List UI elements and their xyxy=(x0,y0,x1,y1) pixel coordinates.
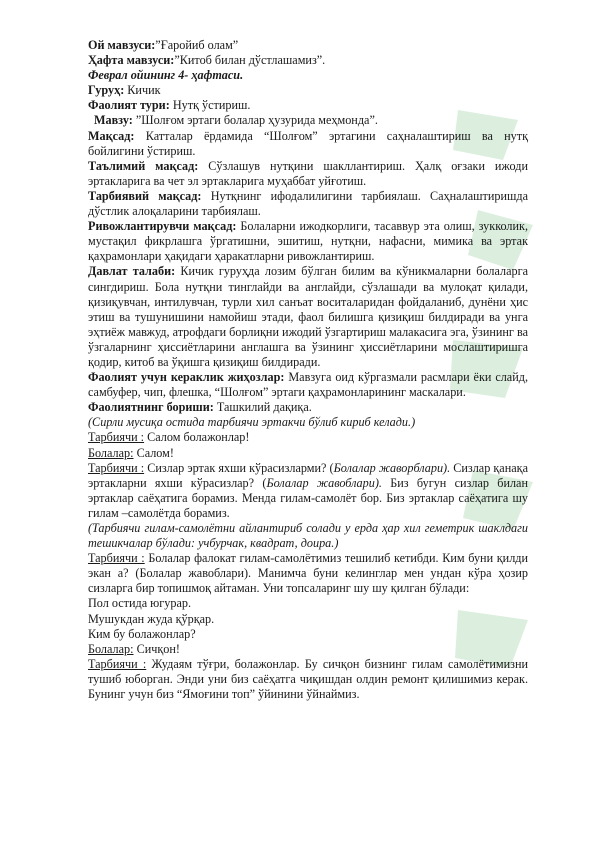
stage-direction-2: (Тарбиячи гилам-самолётни айлантириб солади у ерда ҳар хил геметрик шаклдаги тешикчалар бўлади: учбурчак, квадрат, доира.) xyxy=(88,521,528,551)
goal-paragraph xyxy=(88,129,528,159)
dialogue-aside: Болалар жаворблари). xyxy=(333,460,451,475)
goal-label: Мақсад: xyxy=(88,128,135,143)
dialogue-text: Салом! xyxy=(133,445,174,460)
dialogue-aside: Болалар жавоблари). xyxy=(266,475,382,490)
dialogue-text: Жудаям тўғри, болажонлар. Бу сичқон бизнинг гилам самолётимизни тушиб юборган. Энди уни биз саёҳатга чиқишдан олдин ремонт қилишимиз керак. Бунинг учун биз “Ямоғини топ” ўйинини ўйнаймиз. xyxy=(88,656,528,702)
group-value: Кичик xyxy=(124,83,161,98)
state-req-label: Давлат талаби: xyxy=(88,264,176,279)
dialogue-3 xyxy=(88,461,528,521)
group-label: Гуруҳ: xyxy=(88,83,125,98)
subject-label: Мавзу: xyxy=(94,113,133,128)
week-topic-line xyxy=(88,53,528,68)
speaker-teacher: Тарбиячи : xyxy=(88,460,145,475)
activity-type-label: Фаолият тури: xyxy=(88,98,170,113)
subject-value: ”Шолғом эртаги болалар ҳузурида меҳмонда”. xyxy=(132,113,378,128)
dialogue-text: Сизлар эртак яхши кўрасизларми? ( xyxy=(144,460,334,475)
lesson-plan-document xyxy=(88,38,528,702)
riddle-line: Мушукдан жуда қўрқар. xyxy=(88,611,215,626)
state-req-paragraph xyxy=(88,264,528,370)
speaker-teacher: Тарбиячи : xyxy=(88,656,147,671)
week-topic-label: Ҳафта мавзуси: xyxy=(88,53,175,68)
upbring-goal-value: Нутқнинг ифодалилигини тарбиялаш. Саҳналаштиришда дўстлик алоқаларини тарбиялаш. xyxy=(88,188,528,219)
upbring-goal-label: Тарбиявий мақсад: xyxy=(88,188,202,203)
goal-value: Катталар ёрдамида “Шолғом” эртагини саҳналаштириш ва нутқ бойлигини ўстириш. xyxy=(88,128,528,158)
activity-type-value: Нутқ ўстириш. xyxy=(169,98,251,113)
dialogue-text: Биз бугун сизлар билан эртаклар саёҳатига борамиз. Менда гилам-самолёт бор. Биз эртаклар саёҳатига шу гилам –самолётда борамиз. xyxy=(88,475,528,520)
dev-goal-value: Болаларни ижодкорлиги, тасаввур эта олиш, зукколик, мустақил фикрлашга ўргатишни, эшитиш, нутқни, нафасни, мимика ва эртак қаҳрамонлари ҳақидаги ҳаракатларни ривожлантириш. xyxy=(88,219,528,264)
riddle-line: Пол остида югурар. xyxy=(88,596,192,611)
edu-goal-value: Сўзлашув нутқини шакллантириш. Ҳалқ оғзаки ижоди эртакларига ва чет эл эртакларига муҳаббат уйғотиш. xyxy=(88,158,528,188)
group-line xyxy=(88,83,528,98)
week-topic-value: ”Китоб билан дўстлашамиз”. xyxy=(174,53,326,68)
dialogue-1 xyxy=(88,430,528,445)
dialogue-4 xyxy=(88,551,528,596)
equipment-label: Фаолият учун кераклик жиҳозлар: xyxy=(88,370,285,385)
topic-label: Ой мавзуси: xyxy=(88,38,156,52)
subject-line xyxy=(88,113,528,128)
speaker-children: Болалар: xyxy=(88,641,134,656)
topic-value: ”Ғаройиб олам” xyxy=(155,38,239,52)
edu-goal-paragraph xyxy=(88,159,528,189)
dialogue-6 xyxy=(88,657,528,702)
speaker-teacher: Тарбиячи : xyxy=(88,430,145,445)
dialogue-2 xyxy=(88,446,528,461)
dialogue-text: Сизлар қанақа эртакларни яхши кўрасизлар? ( xyxy=(88,460,528,490)
dialogue-text: Салом болажонлар! xyxy=(144,430,250,445)
dialogue-text: Сичқон! xyxy=(133,641,180,656)
state-req-value: Кичик гуруҳда лозим бўлган билим ва кўникмаларни болаларга сингдириш. Бола нутқни тинглайди ва англайди, сўзлашади ва мулоқат қилади, қизиқувчан, интилувчан, турли хил санъат воситаларидан фойдаланиб, дунёни ҳис этиш ва тушунишини намойиш этади, фаол билишга қизиқиш билдиради ва унга эҳтиёж мавжуд, атрофдаги борлиқни ижодий ўзгартириш малакасига эга, ўзининг ва ўзгаларнинг ҳиссиётларини англашга ва ўзининг ҳиссиётларини мослаштиришга қодир, китоб ва ўқишга қизиқиш билдиради. xyxy=(88,264,528,369)
speaker-children: Болалар: xyxy=(88,445,134,460)
topic-line xyxy=(88,38,528,53)
edu-goal-label: Таълимий мақсад: xyxy=(88,158,199,173)
activity-type-line xyxy=(88,98,528,113)
process-line xyxy=(88,400,528,415)
riddle-line: Ким бу болажонлар? xyxy=(88,626,196,641)
upbring-goal-paragraph xyxy=(88,189,528,219)
equipment-value: Мавзуга оид кўргазмали расмлари ёки слайд, самбуфер, чип, флешка, “Шолғом” эртаги қаҳрамонларининг маскалари. xyxy=(88,370,528,400)
process-value: Ташкилий дақиқа. xyxy=(213,400,312,415)
dev-goal-paragraph xyxy=(88,219,528,264)
dialogue-text: Болалар фалокат гилам-самолётимиз тешилиб кетибди. Ким буни қилди экан а? (Болалар жавоблари). Манимча буни келинглар мен ундан кўра ҳозир сизларга бир топишмоқ айтаман. Уни топсаларинг шу шу қилган бўлади: xyxy=(88,551,529,596)
stage-direction-1: (Сирли мусиқа остида тарбиячи эртакчи бўлиб кириб келади.) xyxy=(88,415,416,430)
dev-goal-label: Ривожлантирувчи мақсад: xyxy=(88,219,237,234)
equipment-paragraph xyxy=(88,370,528,400)
dialogue-5 xyxy=(88,642,528,657)
speaker-teacher: Тарбиячи : xyxy=(88,551,145,566)
week-line: Феврал ойининг 4- ҳафтаси. xyxy=(88,68,244,83)
process-label: Фаолиятнинг бориши: xyxy=(88,400,214,415)
